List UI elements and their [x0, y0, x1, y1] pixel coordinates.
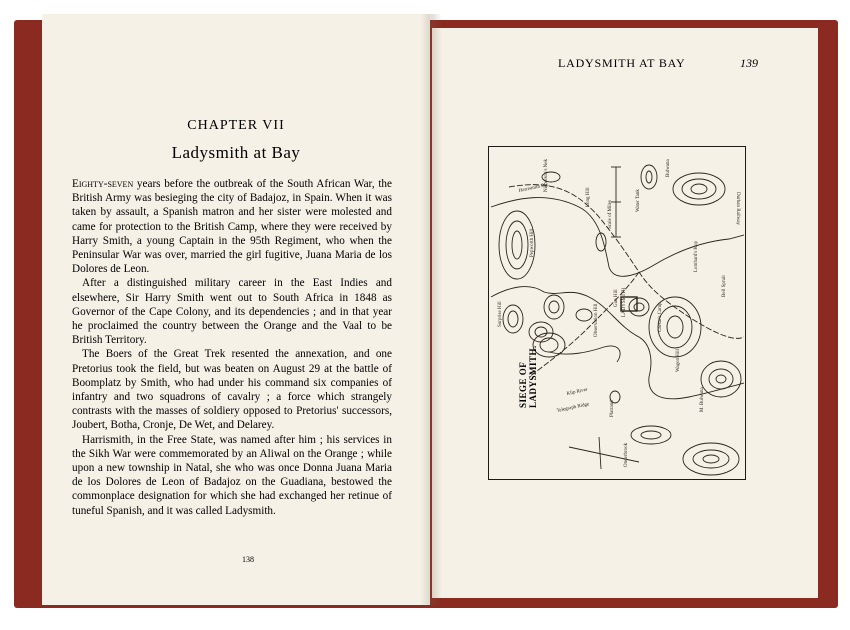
siege-map — [488, 146, 746, 480]
paragraph-3: The Boers of the Great Trek resented the annexation, and one Pretorius took the field, but was beaten on August 29 at the battle of Boomplatz by Smith, who had under his command six companies of infantry and two squadrons of cavalry ; a force which strangely contrasts with the masses of soldiery opposed to Pretorius' successors, Joubert, Botha, Cronje, De Wet, and Delarey. — [72, 348, 392, 432]
label-observation-hill: Observation Hill — [594, 303, 599, 337]
paragraph-4: Harrismith, in the Free State, was named after him ; his services in the Sikh War were commemorated by an Aliwal on the Orange ; while upon a new township in Natal, she who was once Donna Juana Maria de los Dolores de Leon of Badajoz on the Guadiana, bestowed the commonplace designation for which she had exchanged her retinue of tuneful Spanish, and it was called Ladysmith. — [72, 433, 392, 517]
opening-small-caps: Eighty-seven — [72, 178, 134, 190]
book-gutter — [420, 14, 442, 605]
label-pepworth-hill: Pepworth Hill — [530, 228, 535, 257]
label-harrismith-rly: Harrismith Rly. — [518, 182, 550, 194]
label-lombards-kop: Lombard's Kop — [694, 240, 699, 272]
river-klip — [549, 346, 620, 362]
label-bell-spruit: Bell Spruit — [722, 275, 727, 297]
label-long-hill: Long Hill — [586, 187, 591, 207]
right-folio: 139 — [740, 56, 758, 70]
left-folio: 138 — [242, 555, 254, 564]
chapter-title: Ladysmith at Bay — [171, 143, 301, 162]
running-head: LADYSMITH AT BAY — [558, 56, 686, 70]
chapter-body — [72, 177, 392, 518]
label-water-tank: Water Tank — [636, 189, 641, 212]
map-drawing — [489, 147, 744, 478]
label-durban-rly: Durban Railway — [735, 192, 740, 225]
map-caption — [518, 345, 538, 408]
label-nicholsons-nek: Nicholson's Nek — [544, 159, 549, 192]
chapter-number: CHAPTER VII — [187, 118, 285, 133]
label-scale: Scale of Miles — [608, 200, 613, 229]
label-telegraph-ridge: Telegraph Ridge — [556, 402, 590, 414]
label-m-bulwana: M. Bulwana — [700, 387, 705, 412]
label-caesars-camp: Caesar's Camp — [658, 302, 663, 332]
label-bulwana: Bulwana — [666, 159, 671, 177]
label-wagon-hill: Wagon Hill — [676, 348, 681, 372]
label-onderbrook: Onderbrook — [624, 442, 629, 467]
label-town: LADYSMITH — [622, 287, 627, 317]
paragraph-1 — [72, 177, 392, 276]
map-caption-line2: LADYSMITH. — [528, 345, 538, 408]
paragraph-1-text: years before the outbreak of the South African War, the British Army was besieging the city of Badajoz, in Spain. When it was taken by assault, a Spanish matron and her sister were molested and came for protection to the British Camp, where they were received by Harry Smith, a young Captain in the 95th Regiment, who when the Peninsular War was over, married the girl fugitive, Juana Maria de los Dolores de Leon. — [72, 178, 392, 276]
label-platrand: Platrand — [610, 400, 615, 417]
paragraph-2: After a distinguished military career in the East Indies and elsewhere, Sir Harry Smith went out to South Africa in 1848 as Governor of the Cape Colony, and its dependencies ; and in that year he proclaimed the country between the Orange and the Vaal to be British Territory. — [72, 277, 392, 347]
label-surprise-hill: Surprise Hill — [498, 301, 503, 327]
label-river: Klip River — [566, 387, 589, 397]
map-caption-line1: SIEGE OF — [518, 361, 528, 408]
compass-cross — [599, 437, 601, 469]
hill-contours — [499, 165, 741, 475]
label-gun-hill: Gun Hill — [614, 289, 619, 307]
